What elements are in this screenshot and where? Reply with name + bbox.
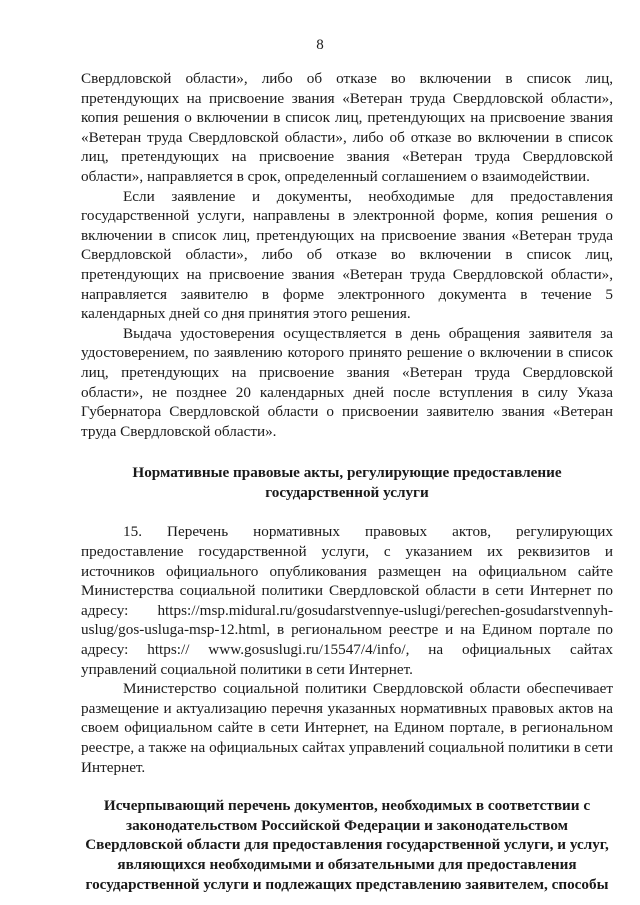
paragraph-ministry-publishing: Министерство социальной политики Свердловской области обеспечивает размещение и актуализацию перечня указанных нормативных правовых актов на своем официальном сайте в сети Интернет, на Едином портале, в региональном реестре, а также на официальных сайтах управлений социальной политики в сети Интернет. — [81, 680, 613, 776]
section-heading-legal-acts: Нормативные правовые акты, регулирующие предоставление государственной услуги — [132, 464, 562, 501]
paragraph-continuation: Свердловской области», либо об отказе во включении в список лиц, претендующих на присвоение звания «Ветеран труда Свердловской области», копия решения о включении в список лиц, претендующих на присвоение звания «Ветеран труда Свердловской области», либо об отказе во включении в список лиц, претендующих на присвоение звания «Ветеран труда Свердловской области», направляется в срок, определенный соглашением о взаимодействии. — [81, 70, 613, 185]
paragraph-item-15: 15. Перечень нормативных правовых актов, регулирующих предоставление государственной услуги, с указанием их реквизитов и источников официального опубликования размещен на официальном сайте Министерства социальной политики Свердловской области в сети Интернет по адресу: https://msp.midural.ru/gosudarstvennye-uslugi/perechen-gosudarstvennyh-uslug/gos-usluga-msp-12.html, в региональном реестре и на Едином портале по адресу: https:// www.gosuslugi.ru/15547/4/info/, на официальных сайтах управлений социальной политики в сети Интернет. — [81, 523, 613, 678]
paragraph-electronic-form: Если заявление и документы, необходимые для предоставления государственной услуги, направлены в электронной форме, копия решения о включении в список лиц, претендующих на присвоение звания «Ветеран труда Свердловской области», либо об отказе во включении в список лиц, претендующих на присвоение звания «Ветеран труда Свердловской области», направляется заявителю в форме электронного документа в течение 5 календарных дней со дня принятия этого решения. — [81, 187, 613, 323]
document-body — [81, 69, 613, 894]
section-heading-documents-list: Исчерпывающий перечень документов, необходимых в соответствии с законодательством Российской Федерации и законодательством Свердловской области для предоставления государственной услуги, и услуг, являющихся необходимыми и обязательными для предоставления государственной услуги и подлежащих представлению заявителем, способы — [85, 797, 609, 893]
page-number: 8 — [316, 37, 324, 53]
paragraph-certificate-issue: Выдача удостоверения осуществляется в день обращения заявителя за удостоверением, по заявлению которого принято решение о включении в список лиц, претендующих на присвоение звания «Ветеран труда Свердловской области», не позднее 20 календарных дней после вступления в силу Указа Губернатора Свердловской области о присвоении заявителю звания «Ветеран труда Свердловской области». — [81, 324, 613, 440]
